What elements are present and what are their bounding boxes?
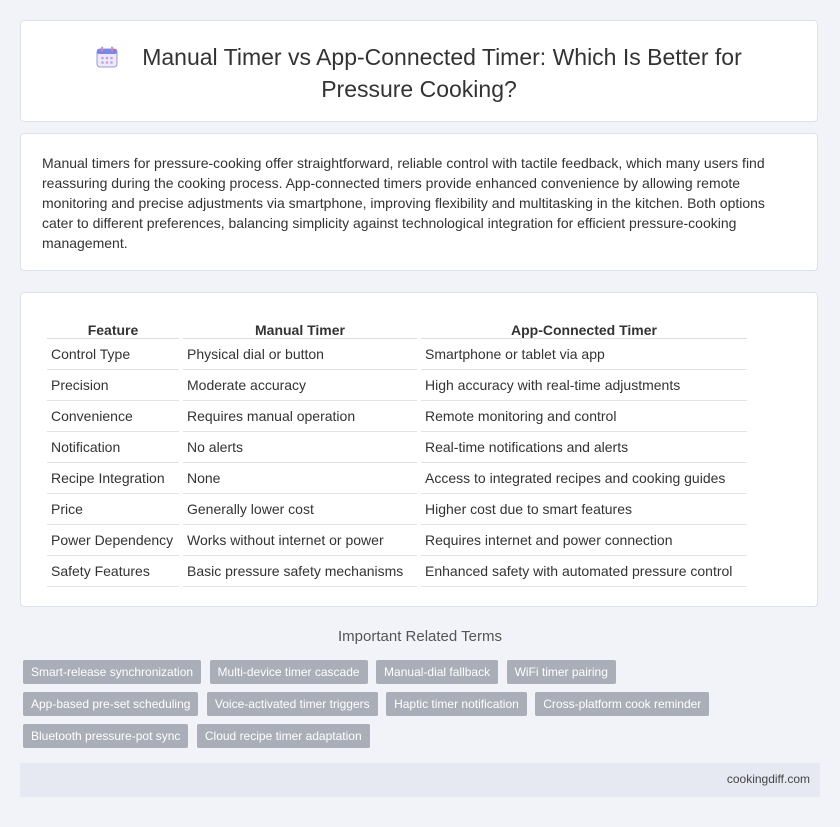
app-cell: Access to integrated recipes and cooking guides [421, 463, 747, 494]
table-row [47, 432, 747, 463]
table-row [47, 463, 747, 494]
manual-cell: Basic pressure safety mechanisms [183, 556, 417, 587]
comparison-table [43, 314, 751, 587]
manual-cell: Moderate accuracy [183, 370, 417, 401]
header-app-connected-timer: App-Connected Timer [421, 314, 747, 339]
related-term-tag[interactable]: Cloud recipe timer adaptation [197, 724, 370, 748]
title-card [20, 20, 818, 122]
feature-cell: Recipe Integration [47, 463, 179, 494]
related-term-tag[interactable]: Voice-activated timer triggers [207, 692, 378, 716]
manual-cell: Works without internet or power [183, 525, 417, 556]
page-title: Manual Timer vs App-Connected Timer: Which Is Better for Pressure Cooking? [142, 44, 742, 102]
intro-paragraph: Manual timers for pressure-cooking offer straightforward, reliable control with tactile feedback, which many users find reassuring during the cooking process. App-connected timers provide enhanced convenience by allowing remote monitoring and precise adjustments via smartphone, improving flexibility and multitasking in the kitchen. Both options cater to different preferences, balancing simplicity against technological integration for efficient pressure-cooking management. [42, 155, 765, 251]
related-term-tag[interactable]: Haptic timer notification [386, 692, 527, 716]
table-row [47, 494, 747, 525]
page-title-wrap [21, 43, 817, 104]
table-row [47, 525, 747, 556]
feature-cell: Notification [47, 432, 179, 463]
app-cell: Enhanced safety with automated pressure control [421, 556, 747, 587]
related-term-tag[interactable]: Cross-platform cook reminder [535, 692, 709, 716]
feature-cell: Precision [47, 370, 179, 401]
app-cell: Smartphone or tablet via app [421, 339, 747, 370]
header-feature: Feature [47, 314, 179, 339]
related-term-tag[interactable]: Manual-dial fallback [376, 660, 498, 684]
intro-card [20, 133, 818, 271]
footer-site-link[interactable]: cookingdiff.com [726, 772, 810, 786]
related-term-tag[interactable]: Bluetooth pressure-pot sync [23, 724, 188, 748]
calendar-icon [96, 46, 118, 75]
header-manual-timer: Manual Timer [183, 314, 417, 339]
related-terms-list [23, 660, 803, 756]
related-terms-heading: Important Related Terms [338, 628, 502, 645]
comparison-table-card [20, 292, 818, 607]
table-row [47, 401, 747, 432]
feature-cell: Convenience [47, 401, 179, 432]
feature-cell: Power Dependency [47, 525, 179, 556]
table-header-row [47, 314, 747, 339]
related-term-tag[interactable]: Multi-device timer cascade [210, 660, 368, 684]
manual-cell: No alerts [183, 432, 417, 463]
related-term-tag[interactable]: App-based pre-set scheduling [23, 692, 198, 716]
app-cell: Real-time notifications and alerts [421, 432, 747, 463]
feature-cell: Control Type [47, 339, 179, 370]
app-cell: High accuracy with real-time adjustments [421, 370, 747, 401]
feature-cell: Safety Features [47, 556, 179, 587]
app-cell: Higher cost due to smart features [421, 494, 747, 525]
app-cell: Remote monitoring and control [421, 401, 747, 432]
manual-cell: Generally lower cost [183, 494, 417, 525]
footer [20, 763, 820, 797]
table-row [47, 370, 747, 401]
manual-cell: None [183, 463, 417, 494]
manual-cell: Requires manual operation [183, 401, 417, 432]
related-term-tag[interactable]: WiFi timer pairing [507, 660, 616, 684]
app-cell: Requires internet and power connection [421, 525, 747, 556]
table-row [47, 339, 747, 370]
feature-cell: Price [47, 494, 179, 525]
related-term-tag[interactable]: Smart-release synchronization [23, 660, 201, 684]
table-row [47, 556, 747, 587]
manual-cell: Physical dial or button [183, 339, 417, 370]
